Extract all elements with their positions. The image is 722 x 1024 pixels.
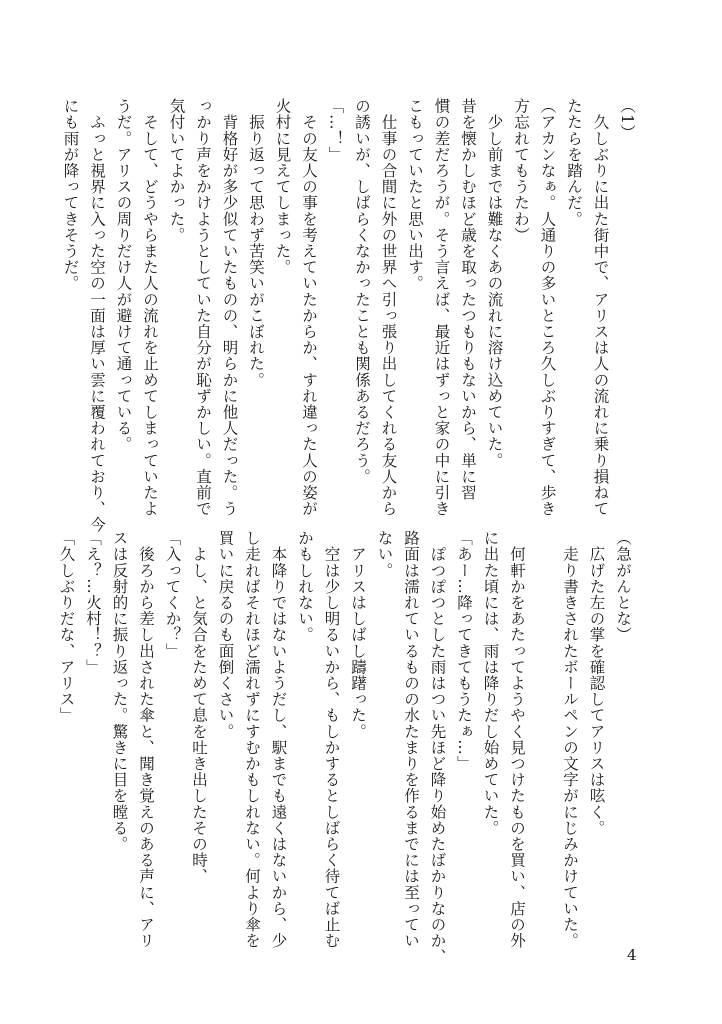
text-line: ない。 (375, 530, 394, 579)
text-line: 買いに戻るのも面倒くさい。 (216, 530, 235, 740)
text-line: 久しぶりに出た街中で、アリスは人の流れに乗り損ねて (591, 98, 610, 517)
text-line: 気付いてよかった。 (167, 98, 186, 243)
text-line: 「あー…降ってきてもうたぁ…」 (455, 530, 473, 772)
text-line: 少し前までは難なくあの流れに溶け込めていた。 (485, 98, 504, 469)
text-line: 慣の差だろうが。そう言えば、最近はずっと家の中に引き (432, 98, 451, 517)
upper-text-block (57, 98, 640, 533)
text-line: 背格好が多少似ていたものの、明らかに他人だった。う (220, 98, 239, 517)
text-line: 走り書きされたボールペンの文字がにじみかけていた。 (561, 530, 579, 949)
text-line: ぽつぽつとした雨はつい先ほど降り始めたばかりなのか、 (428, 530, 447, 965)
text-line: うだ。アリスの周りだけ人が避けて通っている。 (114, 98, 133, 453)
text-line: （急がんとな） (614, 530, 632, 643)
text-line: 方忘れてもうたわ） (512, 98, 530, 243)
text-line: 火村に見えてしまった。 (273, 98, 292, 276)
text-line: こもっていたと思い出す。 (406, 98, 424, 292)
text-line: そして、どうやらまた人の流れを止めてしまっていたよ (141, 98, 159, 517)
text-line: の誘いが、しばらくなかったことも関係あるだろう。 (353, 98, 371, 485)
text-line: にも雨が降ってきそうだ。 (61, 98, 80, 292)
text-line (530, 530, 557, 940)
text-line: スは反射的に振り返った。驚きに目を瞠る。 (110, 530, 129, 852)
text-line: 「久しぶりだな、アリス」 (57, 530, 76, 724)
text-line: よし、と気合をためて息を吐き出したその時、 (190, 530, 208, 885)
text-line: 本降りではないようだし、駅までも遠くはないから、少 (269, 530, 288, 949)
text-line: 「入ってくか？」 (163, 530, 182, 659)
text-line: 後ろから差し出された傘と、聞き覚えのある声に、アリ (137, 530, 155, 949)
text-line: その友人の事を考えていたからか、すれ違った人の姿が (300, 98, 318, 517)
text-line: っかり声をかけようとしていた自分が恥ずかしい。直前で (194, 98, 212, 517)
text-line: たたらを踏んだ。 (565, 98, 583, 227)
text-line: かもしれない。 (296, 530, 314, 643)
lower-text-block (53, 530, 636, 965)
text-line: 何軒かをあたってようやく見つけたものを買い、店の外 (508, 530, 526, 949)
text-line: 「え？…火村！？」 (84, 530, 102, 675)
text-line: 仕事の合間に外の世界へ引っ張り出してくれる友人から (379, 98, 398, 517)
text-line: し走ればそれほど濡れずにすむかもしれない。何より傘を (243, 530, 261, 949)
text-line: 空は少し明るいから、もしかするとしばらく待てば止む (322, 530, 341, 949)
page-number: 4 (627, 946, 637, 964)
text-line: 路面は濡れているものの水たまりを作るまでには至ってい (402, 530, 420, 949)
text-line: （1） (618, 98, 636, 141)
text-line: 「…！」 (326, 98, 345, 163)
text-line: アリスはしばし躊躇った。 (349, 530, 367, 740)
text-line: （アカンなぁ。人通りの多いところ久しぶりすぎて、歩き (538, 98, 557, 517)
text-line: ふっと視界に入った空の一面は厚い雲に覆われており、今 (88, 98, 106, 533)
text-line: 昔を懐かしむほど歳を取ったつもりもないから、単に習 (459, 98, 477, 501)
text-line: 広げた左の掌を確認してアリスは呟く。 (587, 530, 606, 836)
text-line: に出た頃には、雨は降りだし始めていた。 (481, 530, 500, 836)
text-line: 振り返って思わず苦笑いがこぼれた。 (247, 98, 265, 388)
